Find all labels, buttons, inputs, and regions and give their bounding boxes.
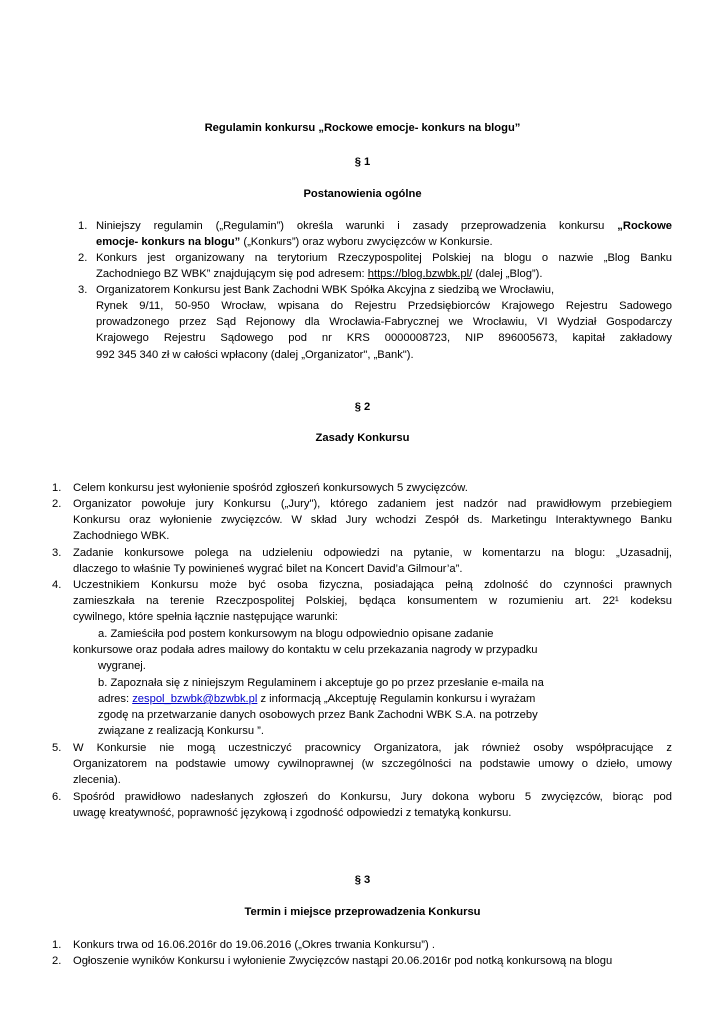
list-item-line: Konkursu oraz wyłonienie zwycięzców. W skład Jury wchodzi Zespół ds. Marketingu Interaktywnego Banku <box>73 514 672 526</box>
email-link[interactable]: zespol_bzwbk@bzwbk.pl <box>132 693 258 705</box>
condition-a-line: wygranej. <box>98 660 146 672</box>
text-span: Zachodniego BZ WBK” znajdującym się pod adresem: <box>96 268 368 280</box>
list-item-line: zamieszkała na terenie Rzeczpospolitej Polskiej, będąca konsumentem w rozumieniu art. 22¹ kodeksu <box>73 595 672 607</box>
section-1-subheading: Postanowienia ogólne <box>303 188 422 200</box>
list-item-line: Organizatorem Konkursu jest Bank Zachodni WBK Spółka Akcyjna z siedzibą we Wrocławiu, <box>96 284 555 296</box>
list-number: 1. <box>52 482 62 494</box>
list-item-line: Ogłoszenie wyników Konkursu i wyłonienie Zwycięzców nastąpi 20.06.2016r pod notką konkursową na blogu <box>73 955 613 967</box>
list-number: 2. <box>52 955 62 967</box>
section-2-subheading: Zasady Konkursu <box>315 432 410 444</box>
list-item-line: 992 345 340 zł w całości wpłacony (dalej „Organizator", „Bank"). <box>96 349 414 361</box>
list-item-line: Konkurs trwa od 16.06.2016r do 19.06.2016 („Okres trwania Konkursu”) . <box>73 939 435 951</box>
list-item-line: Zachodniego WBK. <box>73 530 170 542</box>
list-item-line <box>96 219 672 235</box>
list-item-line: dlaczego to właśnie Ty powinieneś wygrać bilet na Koncert David’a Gilmour’a”. <box>73 563 463 575</box>
list-item-line: uwagę kreatywność, poprawność językową i zgodność odpowiedzi z tematyką konkursu. <box>73 807 512 819</box>
list-number: 2. <box>52 498 62 510</box>
condition-b-line: zgodę na przetwarzanie danych osobowych przez Bank Zachodni WBK S.A. na potrzeby <box>98 709 538 721</box>
text-span: adres: <box>98 693 133 705</box>
list-number: 6. <box>52 791 62 803</box>
list-item-line: Krajowego Rejestru Sądowego pod nr KRS 0000008723, NIP 896005673, kapitał zakładowy <box>96 332 672 344</box>
list-item-line: cywilnego, które spełnia łącznie następujące warunki: <box>73 611 338 623</box>
section-1-heading: § 1 <box>354 156 371 168</box>
condition-a-line: a. Zamieściła pod postem konkursowym na blogu odpowiednio opisane zadanie <box>98 628 494 640</box>
bold-text: emocje- konkurs na blogu” <box>96 236 241 248</box>
list-number: 4. <box>52 579 62 591</box>
condition-b-line <box>98 692 535 708</box>
list-number: 2. <box>78 252 88 264</box>
list-item-line: Rynek 9/11, 50-950 Wrocław, wpisana do Rejestru Przedsiębiorców Krajowego Rejestru Sadowego <box>96 300 672 312</box>
text-span: z informacją „Akceptuję Regulamin konkursu i wyrażam <box>257 693 536 705</box>
blog-link[interactable]: https://blog.bzwbk.pl/ <box>367 268 473 280</box>
list-item-line: W Konkursie nie mogą uczestniczyć pracownicy Organizatora, jak również osoby współpracujące z <box>73 742 672 754</box>
list-item-line <box>96 267 672 283</box>
condition-a-line: konkursowe oraz podała adres mailowy do kontaktu w celu przekazania nagrody w przypadku <box>73 644 538 656</box>
text-span: Niniejszy regulamin („Regulamin”) określa warunki i zasady przeprowadzenia konkursu <box>96 220 618 232</box>
text-span: („Konkurs”) oraz wyboru zwycięzców w Konkursie. <box>240 236 493 248</box>
list-item-line: prowadzonego przez Sąd Rejonowy dla Wrocławia-Fabrycznej we Wrocławiu, VI Wydział Gospodarczy <box>96 316 672 328</box>
section-2-heading: § 2 <box>354 401 371 413</box>
list-item-line: Zadanie konkursowe polega na udzieleniu odpowiedzi na pytanie, w komentarzu na blogu: „Uzasadnij, <box>73 547 672 559</box>
list-item-line: Uczestnikiem Konkursu może być osoba fizyczna, posiadająca pełną zdolność do czynności prawnych <box>73 579 672 591</box>
list-item-line: Spośród prawidłowo nadesłanych zgłoszeń do Konkursu, Jury dokona wyboru 5 zwycięzców, biorąc pod <box>73 791 672 803</box>
list-item-line: Celem konkursu jest wyłonienie spośród zgłoszeń konkursowych 5 zwycięzców. <box>73 482 468 494</box>
list-item-line: Konkurs jest organizowany na terytorium Rzeczypospolitej Polskiej na blogu o nazwie „Blog Banku <box>96 252 672 264</box>
section-3-heading: § 3 <box>354 874 371 886</box>
section-3-subheading: Termin i miejsce przeprowadzenia Konkursu <box>244 906 481 918</box>
bold-text: „Rockowe <box>617 220 672 232</box>
condition-b-line: b. Zapoznała się z niniejszym Regulaminem i akceptuje go po przez przesłanie e-maila na <box>98 677 544 689</box>
text-span: (dalej „Blog”). <box>472 268 543 280</box>
condition-b-line: związane z realizacją Konkursu ”. <box>98 725 265 737</box>
list-number: 1. <box>52 939 62 951</box>
list-number: 1. <box>78 220 88 232</box>
list-number: 3. <box>78 284 88 296</box>
list-item-line: Organizator powołuje jury Konkursu („Jury"), którego zadaniem jest nadzór nad prawidłowym przebiegiem <box>73 498 672 510</box>
list-item-line: Organizatorem na podstawie umowy cywilnoprawnej (w szczególności na podstawie umowy o dzieło, umowy <box>73 758 672 770</box>
list-number: 5. <box>52 742 62 754</box>
list-item-line: zlecenia). <box>73 774 121 786</box>
list-number: 3. <box>52 547 62 559</box>
document-title: Regulamin konkursu „Rockowe emocje- konkurs na blogu” <box>204 122 521 134</box>
list-item-line <box>96 235 672 251</box>
